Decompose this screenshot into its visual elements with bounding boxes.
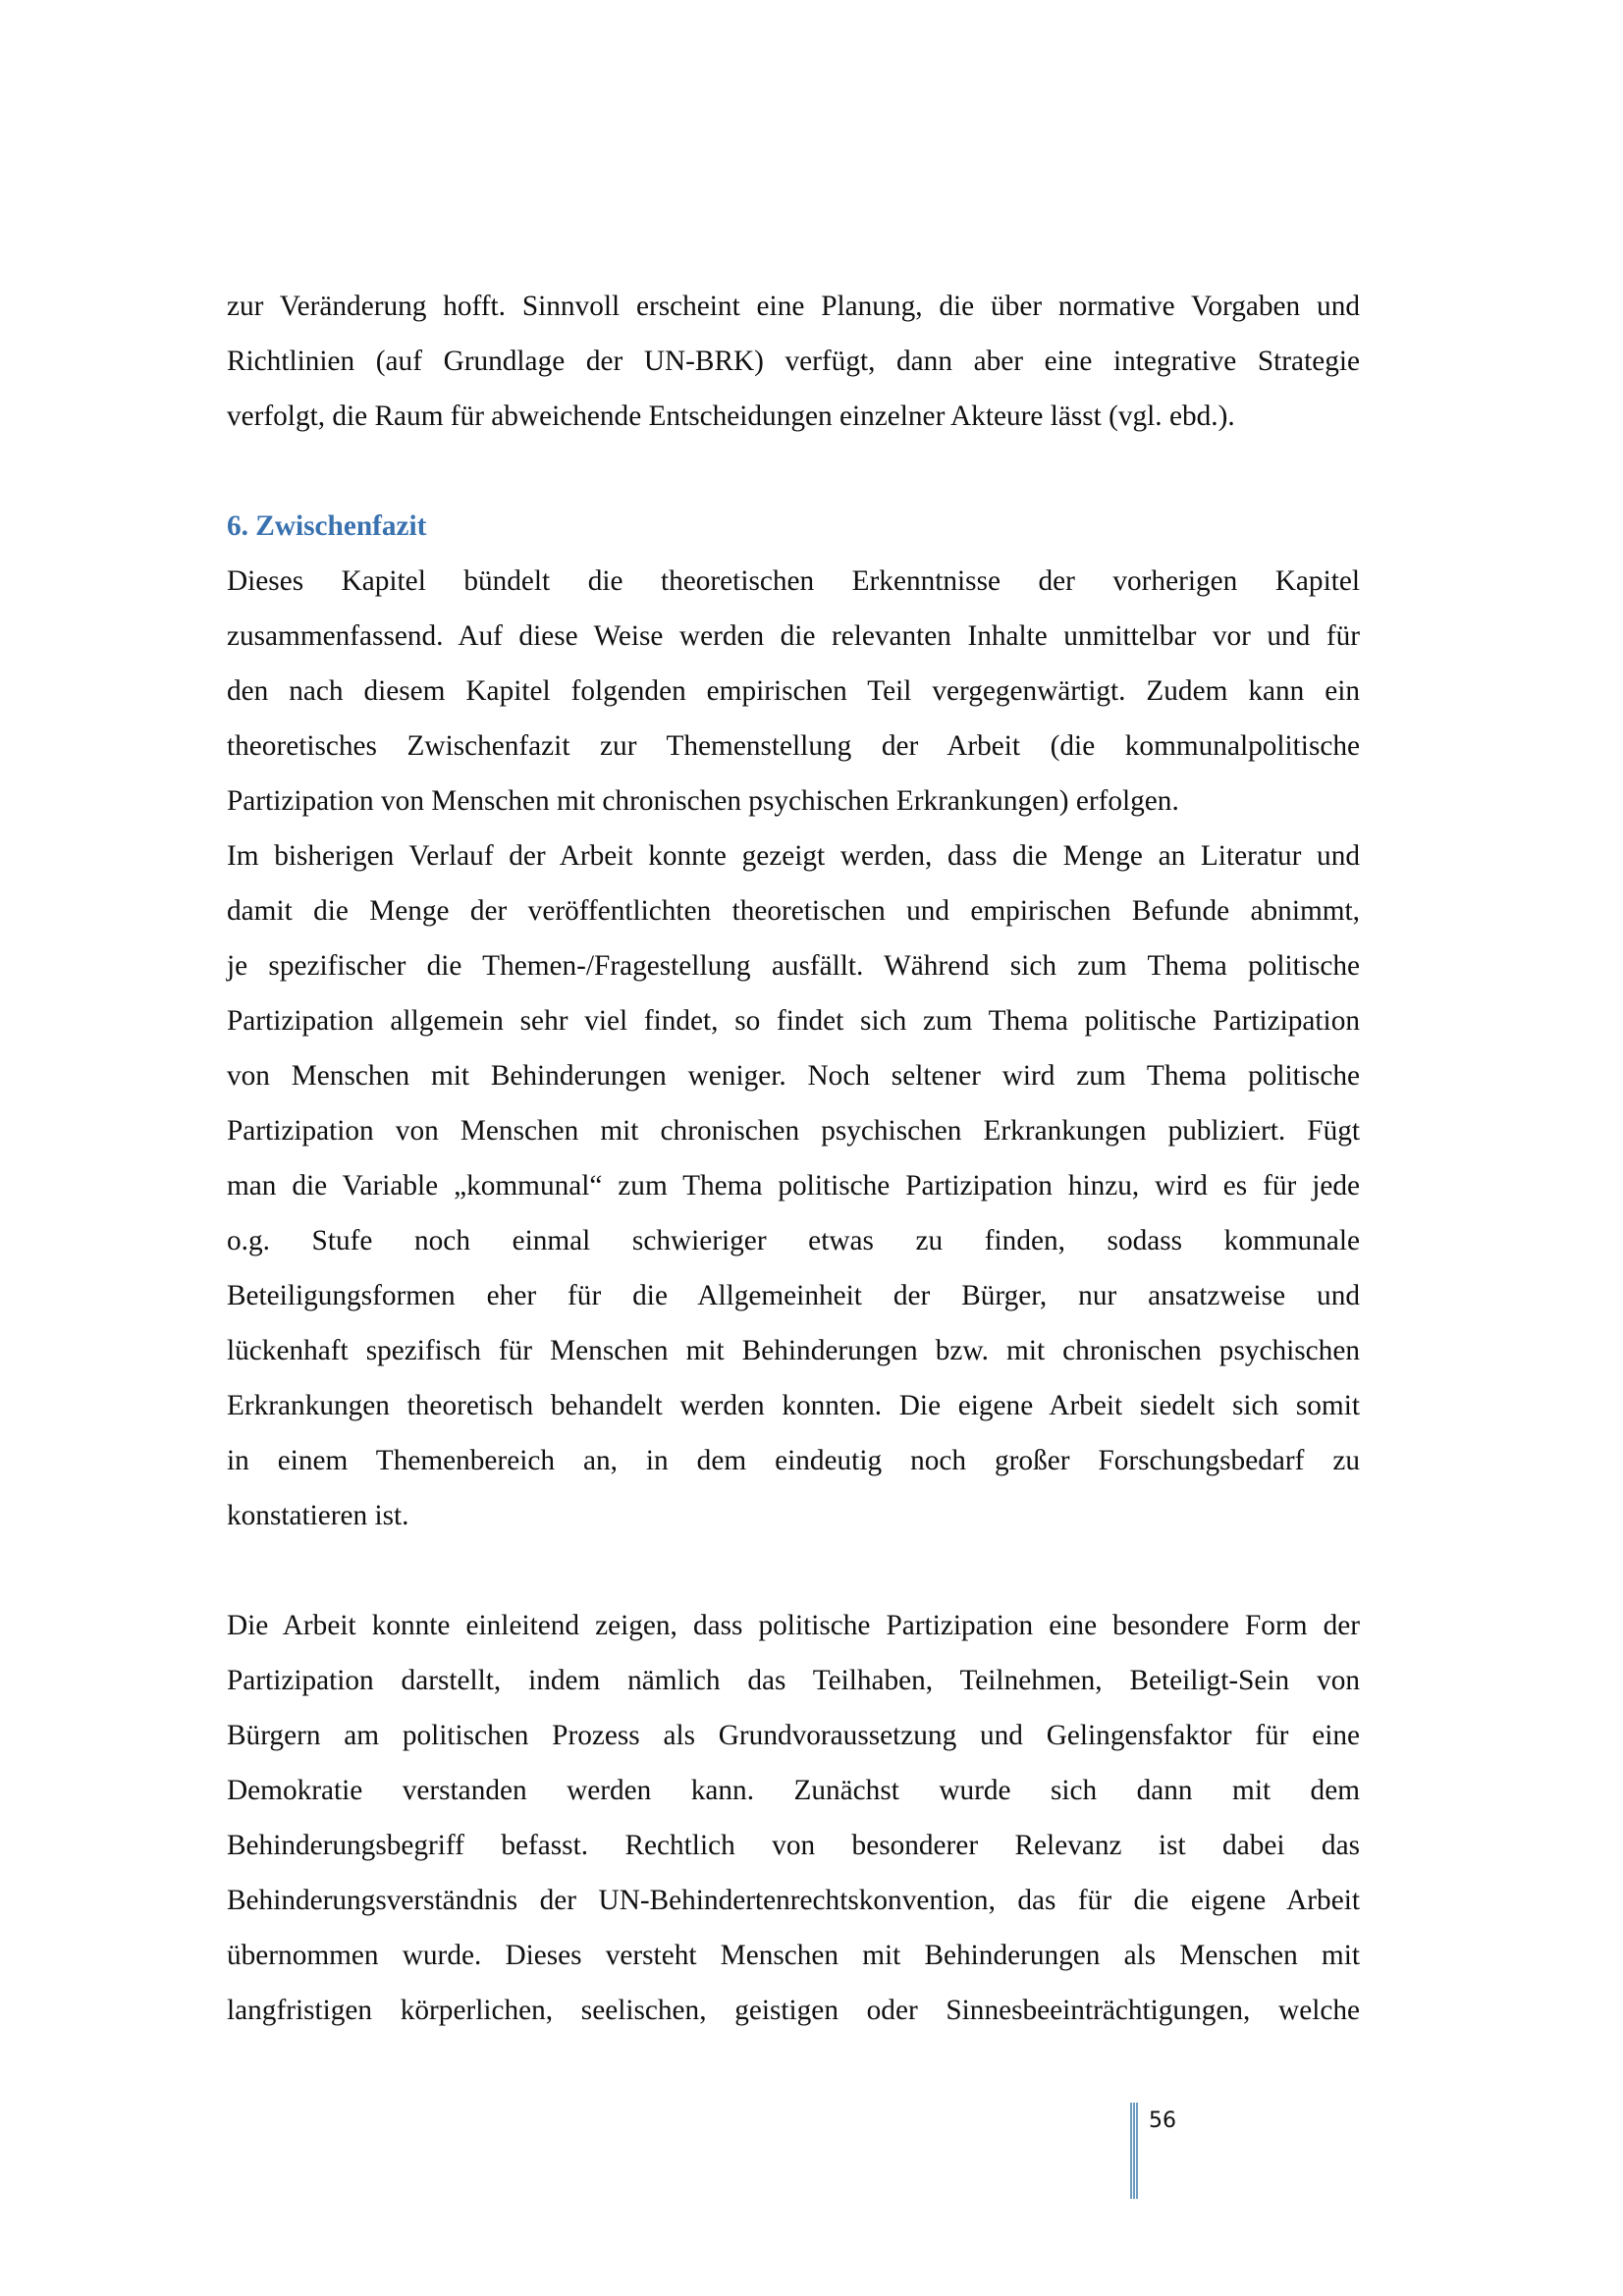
text-line: Partizipation von Menschen mit chronischen psychischen Erkrankungen) erfolgen. xyxy=(227,785,1179,817)
text-line: zur Veränderung hofft. Sinnvoll erscheint eine Planung, die über normative Vorgaben und xyxy=(227,291,1360,322)
text-line: den nach diesem Kapitel folgenden empirischen Teil vergegenwärtigt. Zudem kann ein xyxy=(227,675,1360,707)
page-number: 56 xyxy=(1149,2109,1176,2133)
text-line: konstatieren ist. xyxy=(227,1500,409,1531)
text-line: Erkrankungen theoretisch behandelt werden konnten. Die eigene Arbeit siedelt sich somit xyxy=(227,1390,1360,1421)
text-line: in einem Themenbereich an, in dem eindeutig noch großer Forschungsbedarf zu xyxy=(227,1445,1360,1476)
paragraph-spacer xyxy=(227,1543,1360,1598)
body-text xyxy=(227,279,1360,2038)
text-line: Partizipation darstellt, indem nämlich das Teilhaben, Teilnehmen, Beteiligt-Sein von xyxy=(227,1665,1360,1696)
text-line: von Menschen mit Behinderungen weniger. Noch seltener wird zum Thema politische xyxy=(227,1060,1360,1092)
text-line: Demokratie verstanden werden kann. Zunächst wurde sich dann mit dem xyxy=(227,1775,1360,1806)
text-line: Behinderungsbegriff befasst. Rechtlich von besonderer Relevanz ist dabei das xyxy=(227,1830,1360,1861)
paragraph-summary xyxy=(227,1598,1360,2038)
text-line: damit die Menge der veröffentlichten theoretischen und empirischen Befunde abnimmt, xyxy=(227,895,1360,927)
text-line: theoretisches Zwischenfazit zur Themenstellung der Arbeit (die kommunalpolitische xyxy=(227,730,1360,762)
text-line: o.g. Stufe noch einmal schwieriger etwas zu finden, sodass kommunale xyxy=(227,1225,1360,1256)
footer-rule-decoration xyxy=(1130,2103,1137,2199)
text-line: zusammenfassend. Auf diese Weise werden die relevanten Inhalte unmittelbar vor und für xyxy=(227,620,1360,652)
text-line: übernommen wurde. Dieses versteht Menschen mit Behinderungen als Menschen mit xyxy=(227,1940,1360,1971)
paragraph-intro xyxy=(227,554,1360,828)
text-line: Im bisherigen Verlauf der Arbeit konnte gezeigt werden, dass die Menge an Literatur und xyxy=(227,840,1360,872)
text-line: Beteiligungsformen eher für die Allgemeinheit der Bürger, nur ansatzweise und xyxy=(227,1280,1360,1311)
text-line: Bürgern am politischen Prozess als Grundvoraussetzung und Gelingensfaktor für eine xyxy=(227,1720,1360,1751)
text-line: langfristigen körperlichen, seelischen, geistigen oder Sinnesbeeinträchtigungen, welche xyxy=(227,1995,1360,2026)
paragraph-continuation xyxy=(227,279,1360,444)
paragraph-spacer xyxy=(227,444,1360,499)
text-line: Richtlinien (auf Grundlage der UN-BRK) verfügt, dann aber eine integrative Strategie xyxy=(227,346,1360,377)
text-line: verfolgt, die Raum für abweichende Entscheidungen einzelner Akteure lässt (vgl. ebd.). xyxy=(227,400,1235,432)
section-heading: 6. Zwischenfazit xyxy=(227,510,427,542)
text-line: Behinderungsverständnis der UN-Behindertenrechtskonvention, das für die eigene Arbeit xyxy=(227,1885,1360,1916)
text-line: lückenhaft spezifisch für Menschen mit Behinderungen bzw. mit chronischen psychischen xyxy=(227,1335,1360,1366)
text-line: je spezifischer die Themen-/Fragestellung ausfällt. Während sich zum Thema politische xyxy=(227,950,1360,982)
text-line: Die Arbeit konnte einleitend zeigen, dass politische Partizipation eine besondere Form der xyxy=(227,1610,1360,1641)
text-line: Dieses Kapitel bündelt die theoretischen Erkenntnisse der vorherigen Kapitel xyxy=(227,565,1360,597)
text-line: Partizipation von Menschen mit chronischen psychischen Erkrankungen publiziert. Fügt xyxy=(227,1115,1360,1147)
text-line: man die Variable „kommunal“ zum Thema politische Partizipation hinzu, wird es für jede xyxy=(227,1170,1360,1201)
text-line: Partizipation allgemein sehr viel findet, so findet sich zum Thema politische Partizipation xyxy=(227,1005,1360,1037)
paragraph-literature xyxy=(227,828,1360,1543)
